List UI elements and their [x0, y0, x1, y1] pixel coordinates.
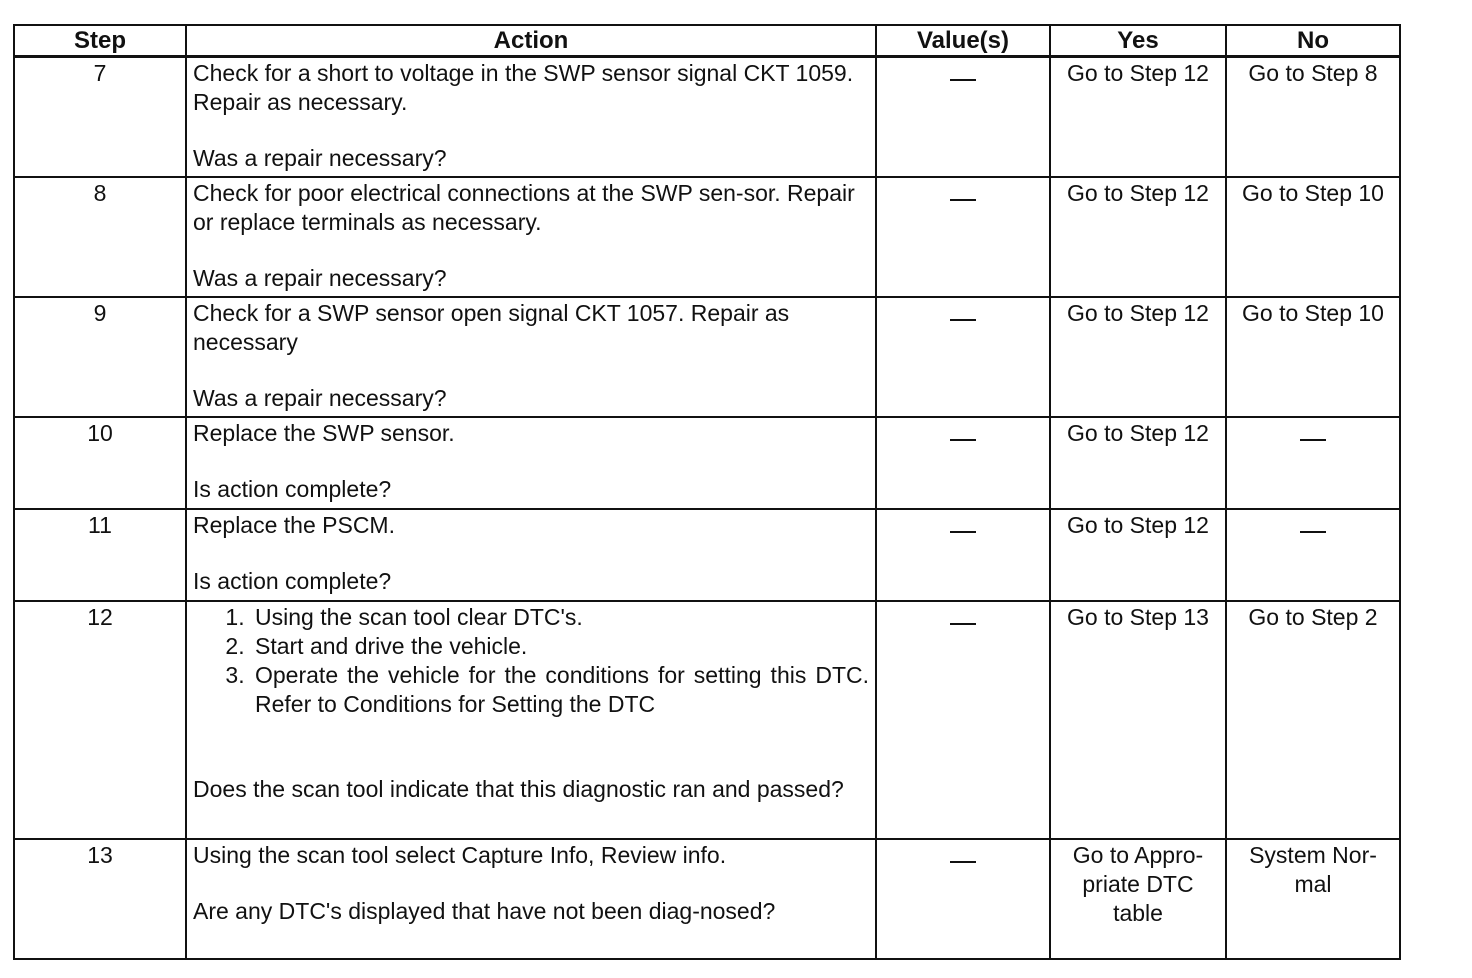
step-number: 13 — [14, 839, 186, 959]
table-row — [14, 177, 1400, 297]
no-cell: Go to Step 2 — [1226, 601, 1400, 839]
action-question: Is action complete? — [193, 568, 392, 594]
action-text: Replace the SWP sensor. — [193, 420, 455, 446]
action-cell — [186, 509, 876, 601]
table-row — [14, 509, 1400, 601]
spacer — [193, 448, 869, 475]
action-question: Are any DTC's displayed that have not been diag-nosed? — [193, 898, 776, 924]
header-no: No — [1226, 25, 1400, 57]
action-question: Is action complete? — [193, 476, 392, 502]
no-cell: System Nor-mal — [1226, 839, 1400, 959]
yes-cell: Go to Step 12 — [1050, 509, 1226, 601]
dash-mark — [1300, 531, 1326, 533]
action-list-item: 1. Using the scan tool clear DTC's. — [251, 603, 869, 632]
spacer — [193, 117, 869, 144]
step-number: 10 — [14, 417, 186, 509]
yes-cell: Go to Step 12 — [1050, 417, 1226, 509]
yes-cell: Go to Step 12 — [1050, 57, 1226, 178]
value-cell — [876, 297, 1050, 417]
step-number: 8 — [14, 177, 186, 297]
yes-cell: Go to Step 12 — [1050, 297, 1226, 417]
action-cell — [186, 57, 876, 178]
step-number: 11 — [14, 509, 186, 601]
header-yes: Yes — [1050, 25, 1226, 57]
action-text: Check for a SWP sensor open signal CKT 1057. Repair as necessary — [193, 300, 790, 355]
dash-mark — [950, 861, 976, 863]
value-cell — [876, 601, 1050, 839]
dash-mark — [950, 319, 976, 321]
action-text: Replace the PSCM. — [193, 512, 395, 538]
spacer — [193, 719, 869, 775]
table-row — [14, 57, 1400, 178]
header-action: Action — [186, 25, 876, 57]
action-text: Using the scan tool select Capture Info, Review info. — [193, 842, 727, 868]
dash-mark — [1300, 439, 1326, 441]
step-number: 12 — [14, 601, 186, 839]
value-cell — [876, 417, 1050, 509]
no-cell: Go to Step 10 — [1226, 177, 1400, 297]
diagnostic-table — [13, 24, 1401, 960]
action-list-item: 3. Operate the vehicle for the conditions for setting this DTC. Refer to Conditions for Setting the DTC — [251, 661, 869, 719]
action-cell — [186, 177, 876, 297]
yes-cell: Go to Appro-priate DTC table — [1050, 839, 1226, 959]
dash-mark — [950, 79, 976, 81]
step-number: 9 — [14, 297, 186, 417]
yes-cell: Go to Step 13 — [1050, 601, 1226, 839]
action-cell — [186, 839, 876, 959]
dash-mark — [950, 199, 976, 201]
action-question: Was a repair necessary? — [193, 265, 447, 291]
step-number: 7 — [14, 57, 186, 178]
table-row — [14, 297, 1400, 417]
table-row — [14, 601, 1400, 839]
action-question: Was a repair necessary? — [193, 145, 447, 171]
action-cell — [186, 417, 876, 509]
value-cell — [876, 509, 1050, 601]
dash-mark — [950, 531, 976, 533]
action-question: Was a repair necessary? — [193, 385, 447, 411]
header-row — [14, 25, 1400, 57]
value-cell — [876, 839, 1050, 959]
no-cell — [1226, 509, 1400, 601]
action-cell — [186, 601, 876, 839]
no-cell — [1226, 417, 1400, 509]
spacer — [193, 357, 869, 384]
action-text: Check for poor electrical connections at the SWP sen-sor. Repair or replace terminals as necessary. — [193, 180, 855, 235]
action-list — [193, 603, 869, 719]
no-cell: Go to Step 8 — [1226, 57, 1400, 178]
action-text: Check for a short to voltage in the SWP sensor signal CKT 1059. Repair as necessary. — [193, 60, 854, 115]
table-row — [14, 839, 1400, 959]
dash-mark — [950, 623, 976, 625]
value-cell — [876, 177, 1050, 297]
value-cell — [876, 57, 1050, 178]
table-row — [14, 417, 1400, 509]
spacer — [193, 237, 869, 264]
no-cell: Go to Step 10 — [1226, 297, 1400, 417]
yes-cell: Go to Step 12 — [1050, 177, 1226, 297]
dash-mark — [950, 439, 976, 441]
action-question: Does the scan tool indicate that this diagnostic ran and passed? — [193, 776, 844, 802]
header-step: Step — [14, 25, 186, 57]
spacer — [193, 870, 869, 897]
action-cell — [186, 297, 876, 417]
action-list-item: 2. Start and drive the vehicle. — [251, 632, 869, 661]
spacer — [193, 540, 869, 567]
header-values: Value(s) — [876, 25, 1050, 57]
